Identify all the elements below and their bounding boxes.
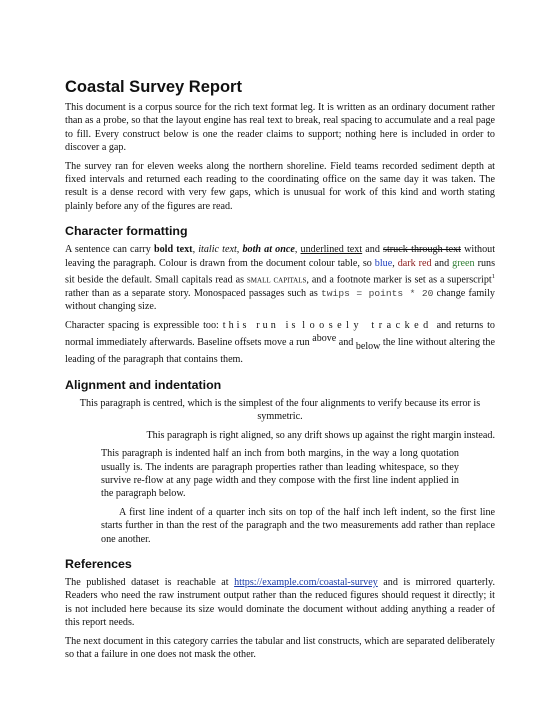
- indented-paragraph: This paragraph is indented half an inch from both margins, in the way a long quotation usually is. The indents are paragraph properties rather than leading whitespace, so they survive re-flow at any page width and they compose with the first line indent applied in the paragraph below.: [101, 448, 459, 500]
- intro-paragraph-1: This document is a corpus source for the rich text format leg. It is written as an ordinary document rather than as a probe, so that the layout engine has real text to break, real spacing to accumulate and a real page to fill. Every construct below is one the reader claims to support; nothing here is included in order to discover a gap.: [65, 102, 495, 154]
- blue-run: blue: [374, 257, 393, 269]
- footnote-marker: 1: [491, 273, 495, 281]
- strikethrough-run: struck-through text: [383, 244, 461, 256]
- document-body: [65, 77, 495, 666]
- references-paragraph-2: The next document in this category carries the tabular and list constructs, which are separated deliberately so that a failure in one does not mask the other.: [65, 635, 495, 660]
- monospace-run: twips = points * 20: [321, 287, 434, 299]
- lowered-run: below: [355, 341, 381, 353]
- intro-paragraph-2: The survey ran for eleven weeks along the northern shoreline. Field teams recorded sediment depth at fixed intervals and returned each reading to the coordinating office on the same day it was taken. The result is a dense record with very few gaps, which is unusual for work of this kind and worth stating plainly before any of the figures are read.: [65, 160, 495, 212]
- underlined-run: underlined text: [300, 244, 363, 256]
- character-formatting-paragraph: A sentence can carry bold text, italic text, both at once, underlined text and struck-through text without leaving the paragraph. Colour is drawn from the document colour table, so blue, dark red and green runs sit beside the default. Small capitals read as small capitals, and a footnote marker is set as a superscript$^1$ rather than as a separate story. Monospaced passages such as twips = points * 20 change family without changing size.: [65, 244, 496, 313]
- first-line-indent-paragraph: A first line indent of a quarter inch sits on top of the half inch left indent, so the first line starts further in than the rest of the paragraph and the two measurements add rather than replace one another.: [101, 506, 495, 545]
- dark-red-run: dark red: [397, 257, 432, 269]
- raised-run: above: [312, 333, 337, 345]
- document-title: Coastal Survey Report: [65, 78, 242, 96]
- small-caps-run: small capitals: [246, 274, 307, 286]
- centered-paragraph: This paragraph is centred, which is the simplest of the four alignments to verify because its error is symmetric.: [79, 397, 481, 423]
- loosely-tracked-run: loosely tracked: [302, 319, 433, 331]
- section-heading-character-formatting: Character formatting: [65, 224, 188, 239]
- spaced-run: this run is: [222, 319, 299, 331]
- bold-italic-run: both at once: [242, 244, 295, 256]
- references-paragraph-1: The published dataset is reachable at https://example.com/coastal-survey and is mirrored quarterly. Readers who need the raw instrument output rather than the reduced figures should request it directly; it is not included here because its size would dominate the document without adding anything a reader of this report needs.: [65, 576, 495, 629]
- character-spacing-paragraph: Character spacing is expressible too: this run is loosely tracked and returns to normal immediately afterwards. Baseline offsets move a run above and below the line without altering the leading of the paragraph that contains them.: [65, 319, 495, 366]
- green-run: green: [452, 257, 475, 269]
- section-heading-alignment: Alignment and indentation: [65, 377, 222, 392]
- italic-run: italic text: [198, 244, 237, 256]
- bold-run: bold text: [153, 244, 193, 256]
- section-heading-references: References: [65, 556, 132, 571]
- right-aligned-paragraph: This paragraph is right aligned, so any drift shows up against the right margin instead.: [146, 429, 495, 441]
- dataset-link[interactable]: https://example.com/coastal-survey: [234, 576, 378, 588]
